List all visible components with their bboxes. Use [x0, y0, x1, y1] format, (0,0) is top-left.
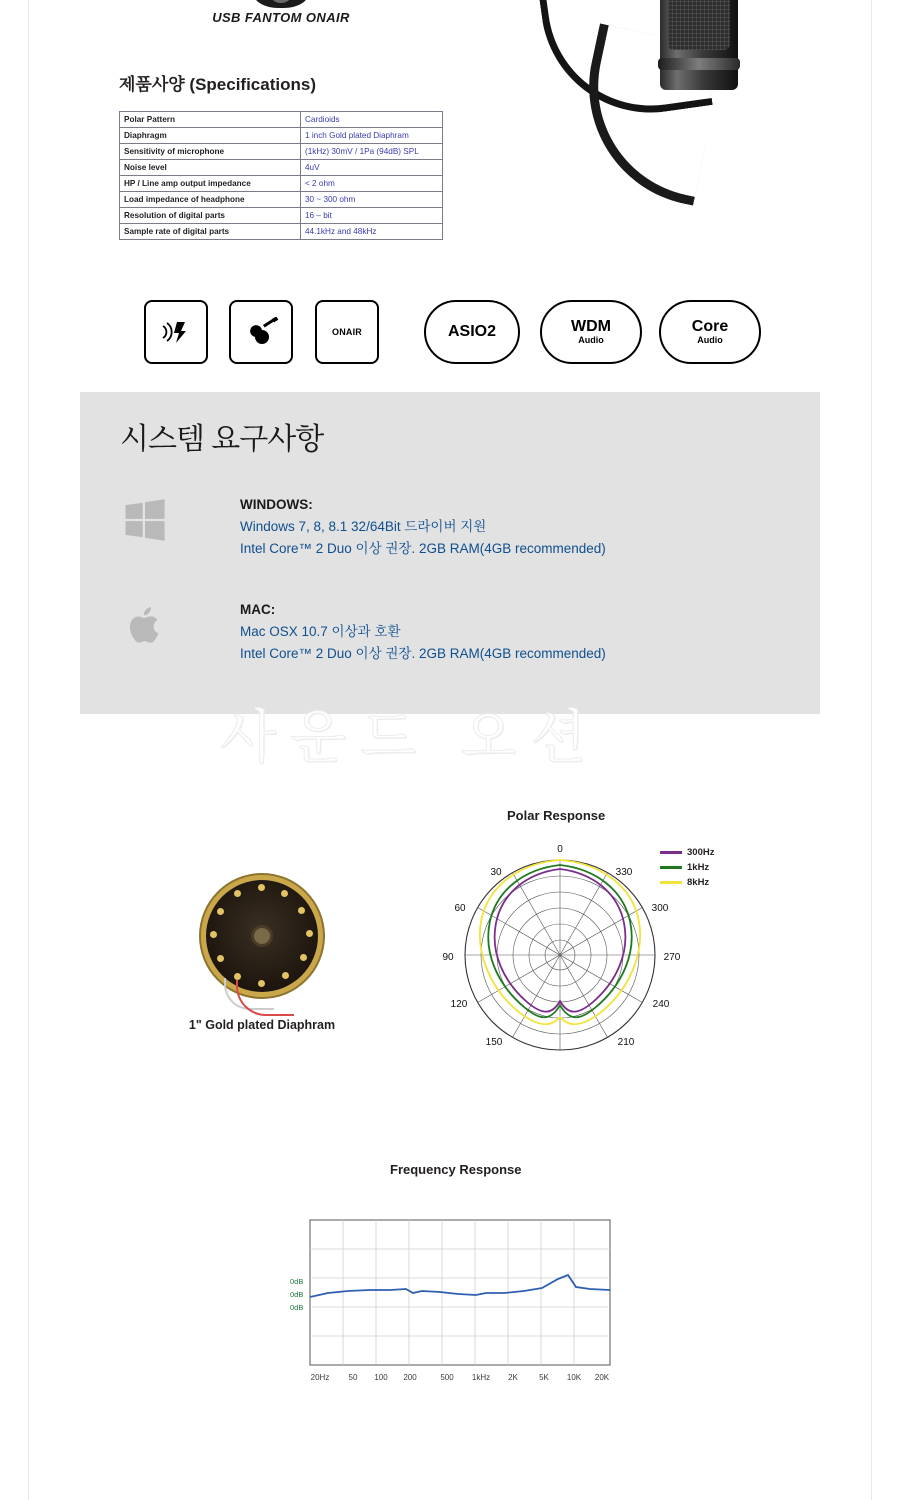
requirements-windows-text: [240, 497, 606, 560]
x-tick-label: 50: [348, 1373, 358, 1382]
table-row: [120, 144, 443, 160]
badge-wdm-label: WDM: [571, 317, 611, 335]
svg-text:30: 30: [490, 867, 502, 878]
x-tick-label: 20K: [594, 1373, 610, 1382]
spec-key: HP / Line amp output impedance: [120, 176, 301, 192]
spec-key: Noise level: [120, 160, 301, 176]
spec-value: 4uV: [301, 160, 443, 176]
requirements-windows-heading: WINDOWS:: [240, 497, 313, 512]
legend-item: [660, 860, 714, 875]
compatibility-badges: [0, 300, 900, 366]
spec-key: Diaphragm: [120, 128, 301, 144]
product-logo: [196, 0, 366, 25]
requirements-windows-line-1: Windows 7, 8, 8.1 32/64Bit 드라이버 지원: [240, 519, 487, 534]
spec-value: 30 ~ 300 ohm: [301, 192, 443, 208]
diaphragm-wire-red: [236, 980, 294, 1016]
product-logo-text: USB FANTOM ONAIR: [212, 10, 350, 25]
requirements-mac-line-2: Intel Core™ 2 Duo 이상 권장. 2GB RAM(4GB recommended): [240, 646, 606, 661]
x-tick-label: 1kHz: [471, 1373, 491, 1382]
gold-diaphragm-photo: [206, 880, 318, 992]
svg-text:300: 300: [651, 903, 669, 914]
badge-core-audio: [659, 300, 761, 364]
requirements-mac-heading: MAC:: [240, 602, 276, 617]
svg-text:90: 90: [442, 952, 454, 963]
requirements-mac-text: [240, 602, 606, 665]
page-left-rule: [28, 0, 29, 1500]
spec-value: < 2 ohm: [301, 176, 443, 192]
polar-response-chart: [440, 830, 680, 1080]
spec-value: 1 inch Gold plated Diaphram: [301, 128, 443, 144]
watermark: 사운드 오션: [220, 705, 601, 770]
svg-text:120: 120: [450, 999, 468, 1010]
table-row: [120, 128, 443, 144]
svg-text:240: 240: [652, 999, 670, 1010]
legend-label: 300Hz: [687, 847, 715, 858]
instrument-input-icon: [159, 318, 193, 346]
spec-key: Sample rate of digital parts: [120, 224, 301, 240]
badge-wdm-sublabel: Audio: [578, 334, 604, 345]
legend-label: 1kHz: [687, 862, 710, 873]
spec-value: (1kHz) 30mV / 1Pa (94dB) SPL: [301, 144, 443, 160]
table-row: [120, 160, 443, 176]
x-tick-label: 2K: [508, 1373, 518, 1382]
x-tick-label: 20Hz: [310, 1373, 330, 1382]
x-tick-label: 500: [440, 1373, 454, 1382]
table-row: [120, 176, 443, 192]
badge-core-label: Core: [691, 317, 729, 335]
svg-text:0: 0: [557, 844, 563, 855]
system-requirements-section: [80, 392, 820, 714]
badge-asio2-label: ASIO2: [447, 323, 496, 340]
y-tick-label: 0dB: [290, 1303, 304, 1312]
polar-response-title: Polar Response: [507, 808, 606, 823]
legend-item: [660, 845, 714, 860]
requirements-mac-line-1: Mac OSX 10.7 이상과 호환: [240, 624, 401, 639]
spec-key: Sensitivity of microphone: [120, 144, 301, 160]
spec-value: 44.1kHz and 48kHz: [301, 224, 443, 240]
table-row: [120, 192, 443, 208]
x-tick-label: 10K: [566, 1373, 582, 1382]
system-requirements-title: 시스템 요구사항: [120, 423, 324, 456]
y-tick-label: 0dB: [290, 1277, 304, 1286]
svg-text:330: 330: [615, 867, 633, 878]
legend-label: 8kHz: [687, 877, 710, 888]
svg-text:210: 210: [617, 1037, 635, 1048]
microphone-capsule-icon: [254, 0, 308, 8]
spec-key: Load impedance of headphone: [120, 192, 301, 208]
table-row: [120, 224, 443, 240]
badge-asio2: [424, 300, 520, 364]
diaphragm-center: [254, 928, 270, 944]
legend-item: [660, 875, 714, 890]
requirements-windows-line-2: Intel Core™ 2 Duo 이상 권장. 2GB RAM(4GB recommended): [240, 541, 606, 556]
apple-logo-icon: [122, 602, 168, 648]
spec-value: 16 – bit: [301, 208, 443, 224]
svg-text:270: 270: [663, 952, 680, 963]
x-tick-label: 5K: [539, 1373, 549, 1382]
x-tick-label: 200: [403, 1373, 417, 1382]
badge-guitar: [229, 300, 293, 364]
badge-instrument-input: [144, 300, 208, 364]
y-tick-label: 0dB: [290, 1290, 304, 1299]
specifications-title: 제품사양 (Specifications): [119, 75, 316, 94]
badge-core-sublabel: Audio: [697, 334, 723, 345]
frequency-response-chart: [280, 1205, 640, 1405]
svg-text:60: 60: [454, 903, 466, 914]
table-row: [120, 208, 443, 224]
spec-key: Polar Pattern: [120, 112, 301, 128]
guitar-icon: [243, 317, 279, 347]
spec-value: Cardioids: [301, 112, 443, 128]
specifications-table: [119, 111, 443, 240]
badge-onair: [315, 300, 379, 364]
x-tick-label: 100: [374, 1373, 388, 1382]
table-row: [120, 112, 443, 128]
diaphragm-caption: 1" Gold plated Diaphram: [188, 1018, 336, 1032]
windows-logo-icon: [122, 497, 168, 543]
badge-onair-label: ONAIR: [332, 326, 362, 337]
badge-wdm-audio: [540, 300, 642, 364]
microphone-photo: [520, 0, 900, 260]
polar-response-legend: [660, 845, 714, 890]
svg-text:150: 150: [485, 1037, 503, 1048]
spec-key: Resolution of digital parts: [120, 208, 301, 224]
frequency-response-title: Frequency Response: [390, 1162, 522, 1177]
